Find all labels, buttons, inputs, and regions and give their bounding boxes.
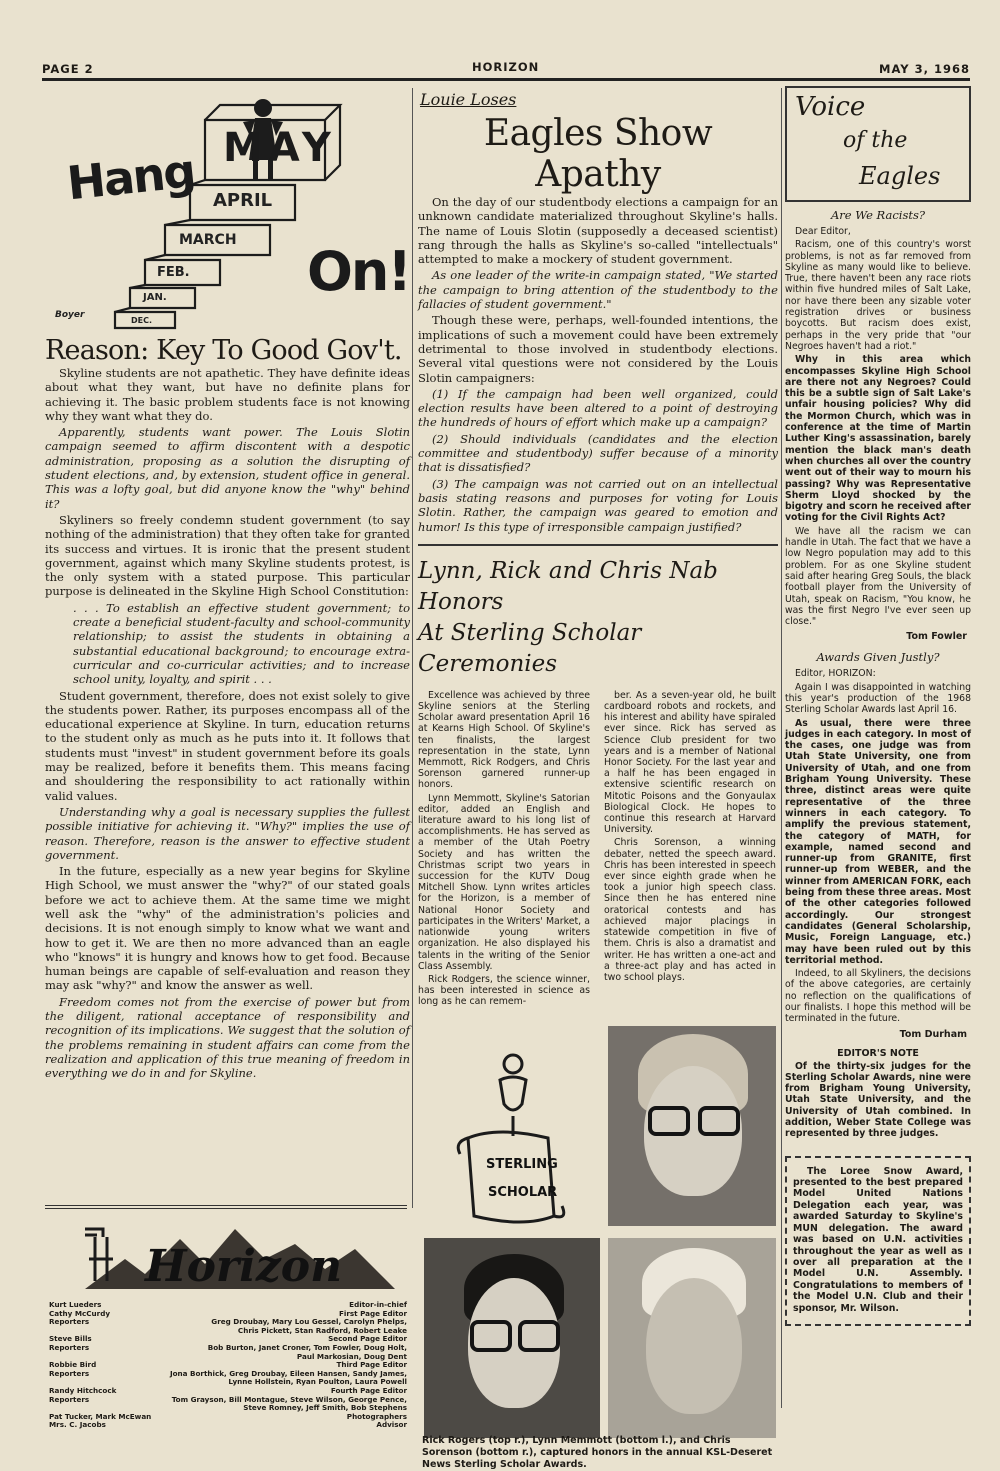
logo-word-2: SCHOLAR [488,1184,558,1200]
photo-caption: Rick Rogers (top r.), Lynn Memmott (bottom l.), and Chris Sorenson (bottom r.), captured honors in the annual KSL-Deseret News Sterling Scholar Awards. [422,1434,773,1470]
staff-role: Fourth Page Editor [330,1385,407,1395]
news-column [418,90,778,1471]
sterling-article [418,690,778,1020]
letter-paragraph: We have all the racism we can handle in Utah. The fact that we have a low Negro population may add to this problem. For as one Skyline student said after hearing Greg Souls, the black football player from the University of Utah, speak on Racism, "You know, he was the first Negro I've ever seen up close." [785,525,971,628]
sterling-photo-spread [418,1026,778,1471]
reason-paragraph: Freedom comes not from the exercise of power but from the diligent, rational acceptance of responsibility and recognition of its implications. We suggest that the solution of the problems remaining in student affairs can come from the realization and application of this true meaning of freedom in everything we do in and for Skyline. [45,994,410,1081]
staff-name: Robbie Bird [49,1360,97,1370]
sterling-left-column [418,690,590,1010]
sterling-paragraph: Rick Rodgers, the science winner, has been interested in science as long as he can remem- [418,973,590,1008]
column-rule [412,88,413,1208]
issue-date: MAY 3, 1968 [879,62,970,76]
editors-note [785,1048,971,1140]
quote-text: . . . To establish an effective student government; to create a beneficial student-faculty and school-community relationship; to assist the students in obtaining a substantial educational background; to encourage extra-curricular and co-curricular activities; and to increase school unity, loyalty, and spirit . . . [73,600,410,687]
voice-title-2: of the [843,128,908,153]
letter-paragraph: Racism, one of this country's worst problems, is not as far removed from Skyline as many would like to believe. True, there haven't been any race riots within five hundred miles of Salt Lake, nor have there been any sizable voter registration drives or business boycotts. But racism does exist, perhaps in the very pride that "our Negroes haven't had a riot." [785,239,971,352]
editorial-column [45,90,410,1083]
letter-signature: Tom Fowler [906,631,967,643]
photo-rick-rogers [608,1026,776,1226]
staff-name: Cathy McCurdy [49,1308,111,1318]
editors-note-text: Of the thirty-six judges for the Sterling Scholar Awards, nine were from Brigham Young University, Utah State University, and the University of Utah combined. In addition, Weber State College was represented by three judges. [785,1060,971,1140]
section-divider [418,544,778,546]
letter-paragraph: Again I was disappointed in watching this year's production of the 1968 Sterling Scholar Awards last April 16. [785,681,971,716]
award-text: The Loree Snow Award, presented to the best prepared Model United Nations Delegation each year, was awarded Saturday to Skyline's MUN delegation. The award was based on U.N. activities throughout the year as well as over all preparation at the Model U.N. Assembly. Congratulations to members of the Model U.N. Club and their sponsor, Mr. Wilson. [793,1165,963,1314]
staff-list [45,1301,407,1430]
eagles-paragraph: (1) If the campaign had been well organized, could election results have been altered to a point of destroying the hundreds of hours of effort which make up a campaign? [418,386,778,430]
voice-title-3: Eagles [859,162,941,190]
staff-role: Editor-in-chief [349,1300,407,1309]
letter-paragraph: As usual, there were three judges in each category. In most of the cases, one judge was from Utah State University, one from University of Utah, and one from Brigham Young University. These three, distinct areas were quite representative of the three winners in each category. To amplify the previous statement, the category of MATH, for example, named second and runner-up from GRANITE, first runner-up from WEBER, and the winner from AMERICAN FORK, each being from these three areas. Most of the other categories followed accordingly. Our strongest candidates (General Scholarship, Music, Foreign Language, etc.) may have been ruled out by this territorial method. [785,717,971,966]
hang-may-cartoon [45,90,410,335]
letter-salutation: Editor, HORIZON: [795,668,876,680]
reason-paragraph: Skyliners so freely condemn student government (to say nothing of the administration) that they often take for granted its success and virtues. It is ironic that the present student government, against which many Skyline students protest, is the only system with a stated purpose. This particular purpose is delineated in the Skyline High School Constitution: [45,512,410,599]
letter-signature: Tom Durham [899,1028,967,1040]
staff-role: Steve Romney, Jeff Smith, Bob Stephens [243,1403,407,1413]
loree-snow-award-box [785,1156,971,1326]
eagles-headline: Eagles Show Apathy [483,113,713,195]
reason-paragraph: In the future, especially as a new year begins for Skyline High School, we must answer the "why?" of our stated goals before we act to achieve them. At the same time we might well ask the "why" of the administration's policies and decisions. It is not enough simply to know what we want and how to get it. We are then no more advanced than an eagle who "knows" it is hungry and knows how to get food. Because human beings are capable of self-evaluation and reason they may ask "why?" and know the answer as well. [45,864,410,993]
paper-name: HORIZON [472,60,540,74]
reason-paragraph: Understanding why a goal is necessary supplies the fullest possible initiative for achieving it. "Why?" implies the use of reason. Therefore, reason is the answer to effective student government. [45,804,410,862]
sterling-headline-line2: At Sterling Scholar Ceremonies [418,619,642,677]
sterling-paragraph: ber. As a seven-year old, he built cardboard robots and rockets, and his interest and ability have spiraled ever since. Rick has served as Science Club president for two years and is a member of National Honor Society. For the last year and a half he has been engaged in extensive scientific research on Mitotic Poisons and the Gonyaulax Biological Clock. He hopes to continue this research at Harvard University. [604,689,776,836]
sterling-headline-line1: Lynn, Rick and Chris Nab Honors [418,557,718,615]
staff-role: Chris Pickett, Stan Radford, Robert Leake [237,1325,407,1335]
letter-salutation: Dear Editor, [795,226,851,237]
staff-role: Second Page Editor [328,1334,407,1344]
column-rule [781,88,782,1408]
staff-name: Reporters [49,1342,90,1352]
horizon-logo [85,1219,395,1294]
reason-paragraph: Apparently, students want power. The Louis Slotin campaign seemed to affirm discontent with a despotic administration, proposing as a solution the disrupting of student elections, and, by extension, student office in general. This was a lofty goal, but did anyone know the "why" behind it? [45,425,410,511]
staff-name: Mrs. C. Jacobs [49,1420,106,1430]
may-lettering: MAY [223,125,337,171]
staff-role: Lynne Hollstein, Ryan Poulton, Laura Powell [228,1377,407,1387]
logo-text: Horizon [145,1241,343,1292]
staff-name: Pat Tucker, Mark McEwan [49,1411,152,1421]
constitution-quote [45,601,410,687]
letter-headline: Are We Racists? [830,208,926,222]
staff-name: Steve Bills [49,1334,92,1344]
staff-role: Paul Markosian, Doug Dent [296,1351,407,1361]
voice-of-the-eagles-title [785,86,971,202]
staff-role: Bob Burton, Janet Croner, Tom Fowler, Doug Holt, [207,1342,407,1352]
sterling-paragraph: Chris Sorenson, a winning debater, netted the speech award. Chris has been interested in speech ever since eighth grade when he took a junior high speech class. Since then he has entered nine oratorical contests and has achieved major placings in statewide competition in five of them. Chris is also a dramatist and writer. He has written a one-act and a three-act play and has acted in two school plays. [604,837,776,983]
photo-lynn-memmott [424,1238,600,1438]
staff-role: Third Page Editor [336,1360,407,1370]
sterling-paragraph: Lynn Memmott, Skyline's Satorian editor, added an English and literature award to his long list of accomplishments. He has served as a member of the Utah Poetry Society and has written the Christmas script two years in succession for the KUTV Doug Mitchell Show. Lynn writes articles for the Horizon, is a member of National Honor Society and participates in the Writers' Market, a nationwide young writers organization. He also displayed his talents in the writing of the Senior Class Assembly. [418,792,590,972]
letter-paragraph: Why in this area which encompasses Skyline High School are there not any Negroes? Could this be a subtle sign of Salt Lake's unfair housing policies? Why did the Mormon Church, which was in conference at the time of Martin Luther King's assassination, barely mention the black man's death when churches all over the country went out of their way to mourn his passing? Why was Representative Sherm Lloyd shocked by the bigotry and scorn he received after voting for the Civil Rights Act? [785,354,971,524]
page-number: PAGE 2 [42,62,94,76]
step-jan: JAN. [143,292,167,303]
eagles-paragraph: (2) Should individuals (candidates and the election committee and studentbody) suffer because of a minority that is dissatisfied? [418,431,778,475]
staff-role: Tom Grayson, Bill Montague, Steve Wilson, George Pence, [171,1394,407,1404]
hang-lettering: Hang [64,143,197,211]
eagles-paragraph: On the day of our studentbody elections a campaign for an unknown candidate materialized throughout Skyline's halls. The name of Louis Slotin (supposedly a deceased scientist) rang through the halls as Skyline's so-called "intellectuals" attempted to make a mockery of student government. [418,195,778,267]
artist-signature: Boyer [55,310,85,320]
staff-row [45,1421,407,1430]
reason-paragraph: Skyline students are not apathetic. They have definite ideas about what they want, but have no definite plans for achieving it. The basic problem students face is not knowing why they want what they do. [45,366,410,423]
staff-role: Photographers [346,1411,407,1421]
staff-name: Reporters [49,1394,90,1404]
staff-role: Greg Droubay, Mary Lou Gessel, Carolyn Phelps, [211,1317,407,1327]
staff-name: Kurt Lueders [49,1300,102,1309]
staff-role: Advisor [376,1420,407,1430]
letter-awards [785,650,971,1039]
step-april: APRIL [213,190,273,211]
masthead [45,1205,407,1430]
staff-role: Jona Borthick, Greg Droubay, Eileen Hansen, Sandy James, [169,1368,407,1378]
editors-note-headline: EDITOR'S NOTE [837,1047,919,1059]
eagles-paragraph: Though these were, perhaps, well-founded intentions, the implications of such a movement could have been extremely detrimental to those involved in studentbody elections. Several vital questions were not considered by the Louis Slotin campaigners: [418,313,778,385]
on-lettering: On! [307,240,410,303]
sterling-right-column [604,690,776,985]
letter-headline: Awards Given Justly? [816,650,940,665]
eagles-paragraph: As one leader of the write-in campaign stated, "We started the campaign to bring attention of the studentbody to the fallacies of student government." [418,268,778,312]
staff-name: Reporters [49,1368,90,1378]
sterling-headline [418,556,778,680]
step-feb: FEB. [157,265,190,280]
staff-name: Reporters [49,1317,90,1327]
sterling-paragraph: Excellence was achieved by three Skyline seniors at the Sterling Scholar award presentation April 16 at Kearns High School. Of Skyline's ten finalists, the largest representation in the state, Lynn Memmott, Rick Rodgers, and Chris Sorenson garnered runner-up honors. [418,689,590,791]
sterling-scholar-logo [438,1046,588,1246]
eagles-paragraph: (3) The campaign was not carried out on an intellectual basis stating reasons and purposes for voting for Louis Slotin. Rather, the campaign was geared to emotion and humor! Is this type of irresponsible campaign justified? [418,476,778,534]
step-dec: DEC. [131,316,153,325]
page-header [42,58,970,81]
letter-racism [785,208,971,642]
step-march: MARCH [179,232,237,248]
letter-paragraph: Indeed, to all Skyliners, the decisions of the above categories, are certainly no reflection on the qualifications of our finalists. I hope this method will be terminated in the future. [785,968,971,1025]
eagles-kicker: Louie Loses [420,90,517,109]
reason-headline: Reason: Key To Good Gov't. [45,335,402,366]
logo-word-1: STERLING [486,1156,558,1172]
letters-column [785,86,971,1326]
staff-role: First Page Editor [338,1308,407,1318]
staff-row [45,1413,407,1422]
photo-chris-sorenson [608,1238,776,1438]
voice-title-1: Voice [795,92,866,122]
reason-paragraph: Student government, therefore, does not exist solely to give the students power. Rather, its purposes encompass all of the educational experience at Skyline. In turn, education returns to the student only as much as he puts into it. It follows that students must "invest" in student government before its goals may be realized, before it benefits them. This means facing and shouldering the responsibility to act rationally within valid values. [45,688,410,803]
staff-name: Randy Hitchcock [49,1385,117,1395]
